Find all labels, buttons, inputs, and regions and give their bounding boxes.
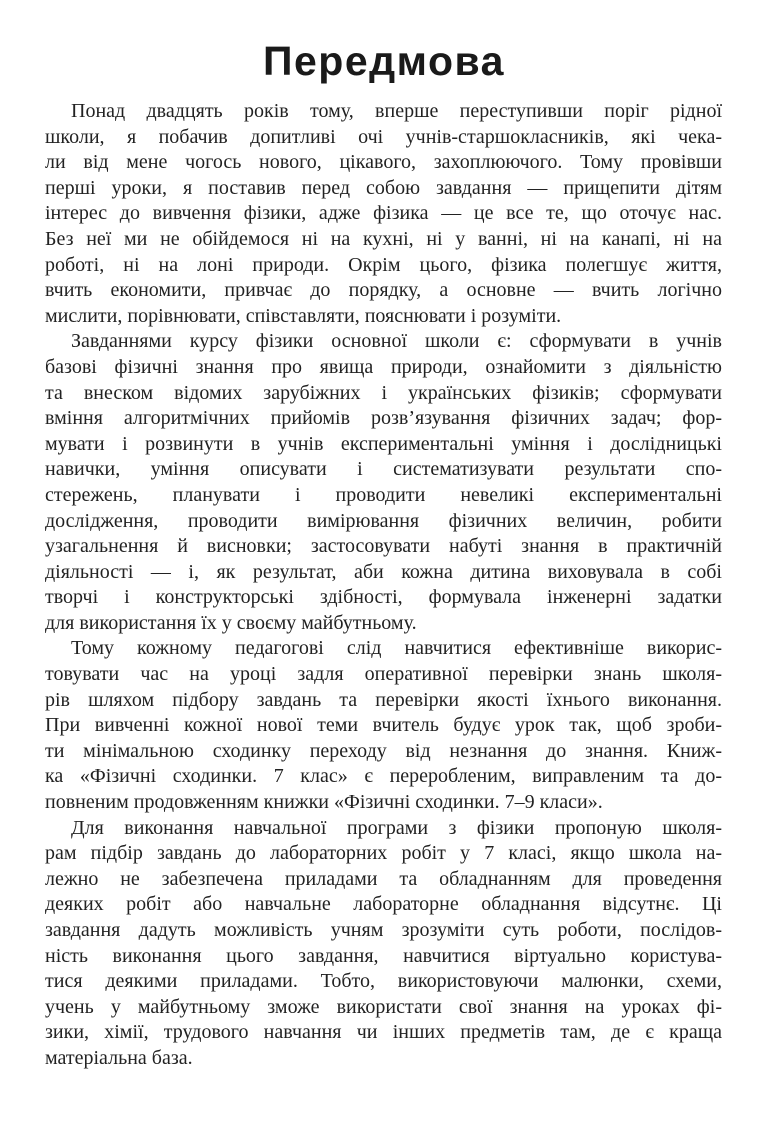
text-line: дослідження, проводити вимірювання фізичних величин, робити <box>45 509 722 532</box>
text-line: деяких робіт або навчальне лабораторне обладнання відсутнє. Ці <box>45 893 722 916</box>
text-line: діяльності — і, як результат, аби кожна дитина виховувала в собі <box>45 560 722 583</box>
text-line: узагальнення й висновки; застосовувати набуті знання в практичній <box>45 535 722 558</box>
page-title: Передмова <box>263 38 505 84</box>
text-line: завдання дадуть можливість учням зрозуміти суть роботи, послідов- <box>45 919 722 941</box>
text-line: матеріальна база. <box>45 1046 193 1069</box>
text-line: мислити, порівнювати, співставляти, пояснювати і розуміти. <box>45 304 562 327</box>
text-line: ка «Фізичні сходинки. 7 клас» є переробленим, виправленим та до- <box>45 765 722 788</box>
text-line: Понад двадцять років тому, вперше переступивши поріг рідної <box>71 100 722 122</box>
text-line: роботі, ні на лоні природи. Окрім цього, фізика полегшує життя, <box>45 253 722 276</box>
text-line: та внеском відомих зарубіжних і українських фізиків; сформувати <box>45 381 722 404</box>
text-line: товувати час на уроці задля оперативної перевірки знань школя- <box>45 663 722 686</box>
text-line: стережень, планувати і проводити невеликі експериментальні <box>45 483 722 506</box>
text-line: Тому кожному педагогові слід навчитися ефективніше викорис- <box>71 637 722 660</box>
paragraph <box>45 329 722 636</box>
text-line: творчі і конструкторські здібності, формувала інженерні задатки <box>45 586 722 609</box>
text-line: ність виконання цього завдання, навчитися віртуально користува- <box>45 944 722 967</box>
text-line: ли від мене чогось нового, цікавого, захоплюючого. Тому провівши <box>45 151 722 174</box>
text-line: вчить економити, привчає до порядку, а основне — вчить логічно <box>45 279 722 302</box>
paragraph <box>45 816 722 1072</box>
text-line: рам підбір завдань до лабораторних робіт у 7 класі, якщо школа на- <box>45 842 722 865</box>
text-line: рів шляхом підбору завдань та перевірки якості їхнього виконання. <box>45 688 722 711</box>
text-line: зики, хімії, трудового навчання чи інших предметів там, де є краща <box>45 1021 722 1044</box>
text-line: базові фізичні знання про явища природи, ознайомити з діяльністю <box>45 355 722 378</box>
text-line: ти мінімальною сходинку переходу від незнання до знання. Книж- <box>45 739 722 762</box>
text-line: Без неї ми не обійдемося ні на кухні, ні у ванні, ні на канапі, ні на <box>45 227 722 250</box>
text-line: мувати і розвинути в учнів експериментальні уміння і дослідницькі <box>45 432 722 455</box>
text-line: учень у майбутньому зможе використати свої знання на уроках фі- <box>45 995 722 1018</box>
text-line: школи, я побачив допитливі очі учнів-старшокласників, які чека- <box>45 125 722 148</box>
text-line: навички, уміння описувати і систематизувати результати спо- <box>45 458 722 481</box>
preface-text <box>45 99 722 1072</box>
text-line: для використання їх у своєму майбутньому. <box>45 611 417 634</box>
text-line: тися деякими приладами. Тобто, використовуючи малюнки, схеми, <box>45 970 722 993</box>
text-line: інтерес до вивчення фізики, адже фізика — це все те, що оточує нас. <box>45 202 722 225</box>
text-line: При вивченні кожної нової теми вчитель будує урок так, щоб зроби- <box>45 714 722 737</box>
paragraph <box>45 99 722 329</box>
paragraph <box>45 636 722 815</box>
text-line: вміння алгоритмічних прийомів розв’язування фізичних задач; фор- <box>45 407 722 430</box>
text-line: повненим продовженням книжки «Фізичні сходинки. 7–9 класи». <box>45 791 603 814</box>
text-line: Для виконання навчальної програми з фізики пропоную школя- <box>71 816 722 839</box>
text-line: перші уроки, я поставив перед собою завдання — прищепити дітям <box>45 176 722 199</box>
text-line: лежно не забезпечена приладами та обладнанням для проведення <box>45 867 722 890</box>
text-line: Завданнями курсу фізики основної школи є: сформувати в учнів <box>71 330 722 353</box>
